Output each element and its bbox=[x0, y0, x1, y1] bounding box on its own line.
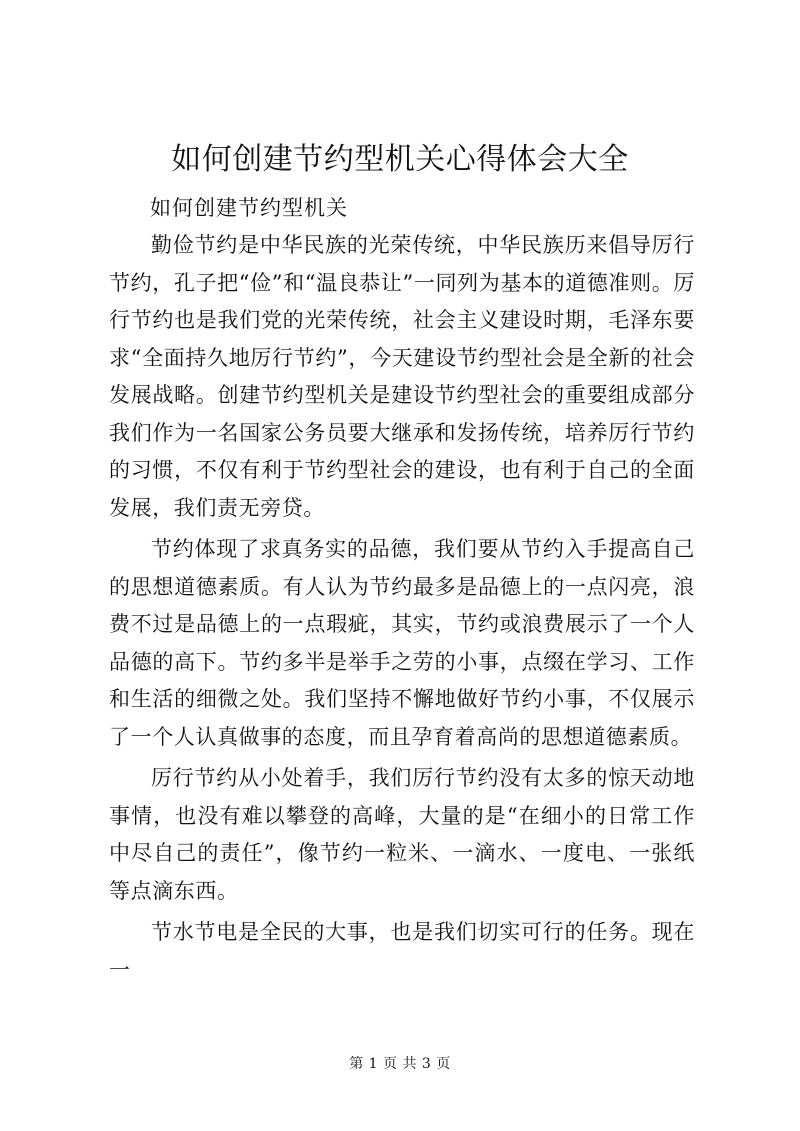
paragraph: 节约体现了求真务实的品德，我们要从节约入手提高自己的思想道德素质。有人认为节约最多是品德上的一点闪亮，浪费不过是品德上的一点瑕疵，其实，节约或浪费展示了一个人品德的高下。节约多半是举手之劳的小事，点缀在学习、工作和生活的细微之处。我们坚持不懈地做好节约小事，不仅展示了一个人认真做事的态度，而且孕育着高尚的思想道德素质。 bbox=[109, 537, 695, 749]
document-body bbox=[109, 227, 695, 989]
paragraph: 勤俭节约是中华民族的光荣传统，中华民族历来倡导厉行节约，孔子把“俭”和“温良恭让”一同列为基本的道德准则。厉行节约也是我们党的光荣传统，社会主义建设时期，毛泽东要求“全面持久地厉行节约”，今天建设节约型社会是全新的社会发展战略。创建节约型机关是建设节约型社会的重要组成部分我们作为一名国家公务员要大继承和发扬传统，培养厉行节约的习惯，不仅有利于节约型社会的建设，也有利于自己的全面发展，我们责无旁贷。 bbox=[109, 233, 695, 520]
paragraph: 厉行节约从小处着手，我们厉行节约没有太多的惊天动地事情，也没有难以攀登的高峰，大量的是“在细小的日常工作中尽自己的责任”，像节约一粒米、一滴水、一度电、一张纸等点滴东西。 bbox=[109, 766, 695, 903]
document-subtitle: 如何创建节约型机关 bbox=[150, 196, 348, 220]
page-number-footer: 第 1 页 共 3 页 bbox=[349, 1056, 451, 1072]
document-title: 如何创建节约型机关心得体会大全 bbox=[171, 142, 629, 177]
paragraph: 节水节电是全民的大事，也是我们切实可行的任务。现在一 bbox=[109, 920, 695, 982]
